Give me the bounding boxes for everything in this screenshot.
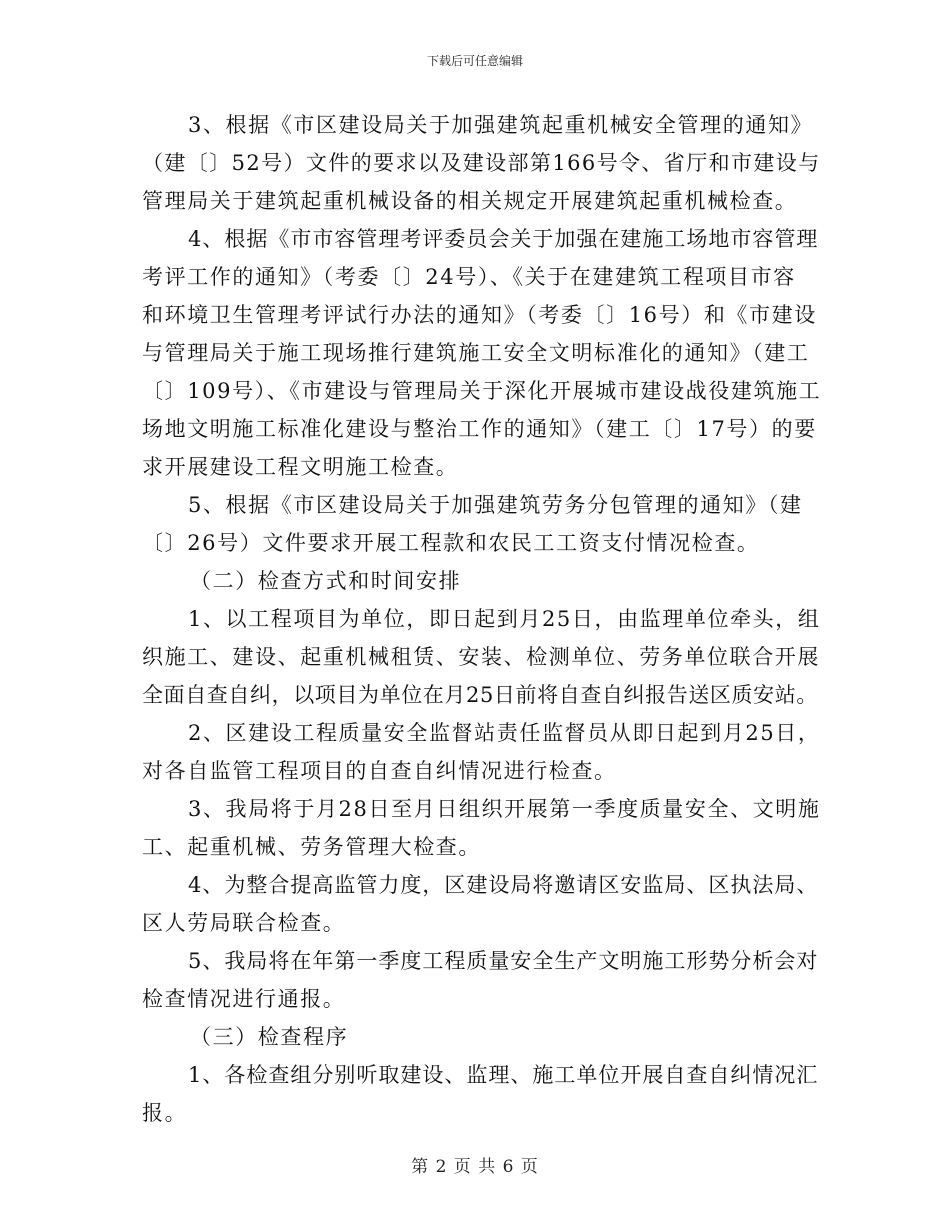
text-line: 5、根据《市区建设局关于加强建筑劳务分包管理的通知》（建 xyxy=(188,493,803,517)
section-heading: （二）检查方式和时间安排 xyxy=(190,569,462,593)
text-line: 考评工作的通知》（考委〔〕24号）、《关于在建建筑工程项目市容 xyxy=(142,265,796,289)
text-line: 1、以工程项目为单位，即日起到月25日，由监理单位牵头，组 xyxy=(188,607,821,631)
text-line: 报。 xyxy=(142,1101,188,1125)
text-line: 管理局关于建筑起重机械设备的相关规定开展建筑起重机械检查。 xyxy=(142,189,798,213)
text-line: 4、根据《市市容管理考评委员会关于加强在建施工场地市容管理 xyxy=(188,227,819,251)
text-line: 3、根据《市区建设局关于加强建筑起重机械安全管理的通知》 xyxy=(188,113,814,137)
page-footer: 第 2 页 共 6 页 xyxy=(411,1157,539,1177)
text-line: 2、区建设工程质量安全监督站责任监督员从即日起到月25日， xyxy=(188,721,821,745)
text-line: 区人劳局联合检查。 xyxy=(142,911,346,935)
text-line: 5、我局将在年第一季度工程质量安全生产文明施工形势分析会对 xyxy=(188,949,819,973)
text-line: 和环境卫生管理考评试行办法的通知》（考委〔〕16号）和《市建设 xyxy=(142,303,817,327)
document-body xyxy=(142,106,822,1132)
text-line: 〔〕109号）、《市建设与管理局关于深化开展城市建设战役建筑施工 xyxy=(142,379,822,403)
text-line: 全面自查自纠，以项目为单位在月25日前将自查自纠报告送区质安站。 xyxy=(142,683,818,707)
text-line: 1、各检查组分别听取建设、监理、施工单位开展自查自纠情况汇 xyxy=(188,1063,819,1087)
text-line: 求开展建设工程文明施工检查。 xyxy=(142,455,459,479)
text-line: 织施工、建设、起重机械租赁、安装、检测单位、劳务单位联合开展 xyxy=(142,645,820,669)
section-heading: （三）检查程序 xyxy=(190,1025,349,1049)
text-line: （建〔〕52号）文件的要求以及建设部第166号令、省厅和市建设与 xyxy=(142,151,821,175)
text-line: 场地文明施工标准化建设与整治工作的通知》（建工〔〕17号）的要 xyxy=(142,417,817,441)
text-line: 对各自监管工程项目的自查自纠情况进行检查。 xyxy=(142,759,617,783)
text-line: 工、起重机械、劳务管理大检查。 xyxy=(142,835,481,859)
text-line: 检查情况进行通报。 xyxy=(142,987,346,1011)
text-line: 与管理局关于施工现场推行建筑施工安全文明标准化的通知》（建工 xyxy=(142,341,810,365)
text-line: 4、为整合提高监管力度，区建设局将邀请区安监局、区执法局、 xyxy=(188,873,819,897)
text-line: 〔〕26号）文件要求开展工程款和农民工工资支付情况检查。 xyxy=(142,531,760,555)
text-line: 3、我局将于月28日至月日组织开展第一季度质量安全、文明施 xyxy=(188,797,821,821)
page-header: 下载后可任意编辑 xyxy=(426,54,523,68)
